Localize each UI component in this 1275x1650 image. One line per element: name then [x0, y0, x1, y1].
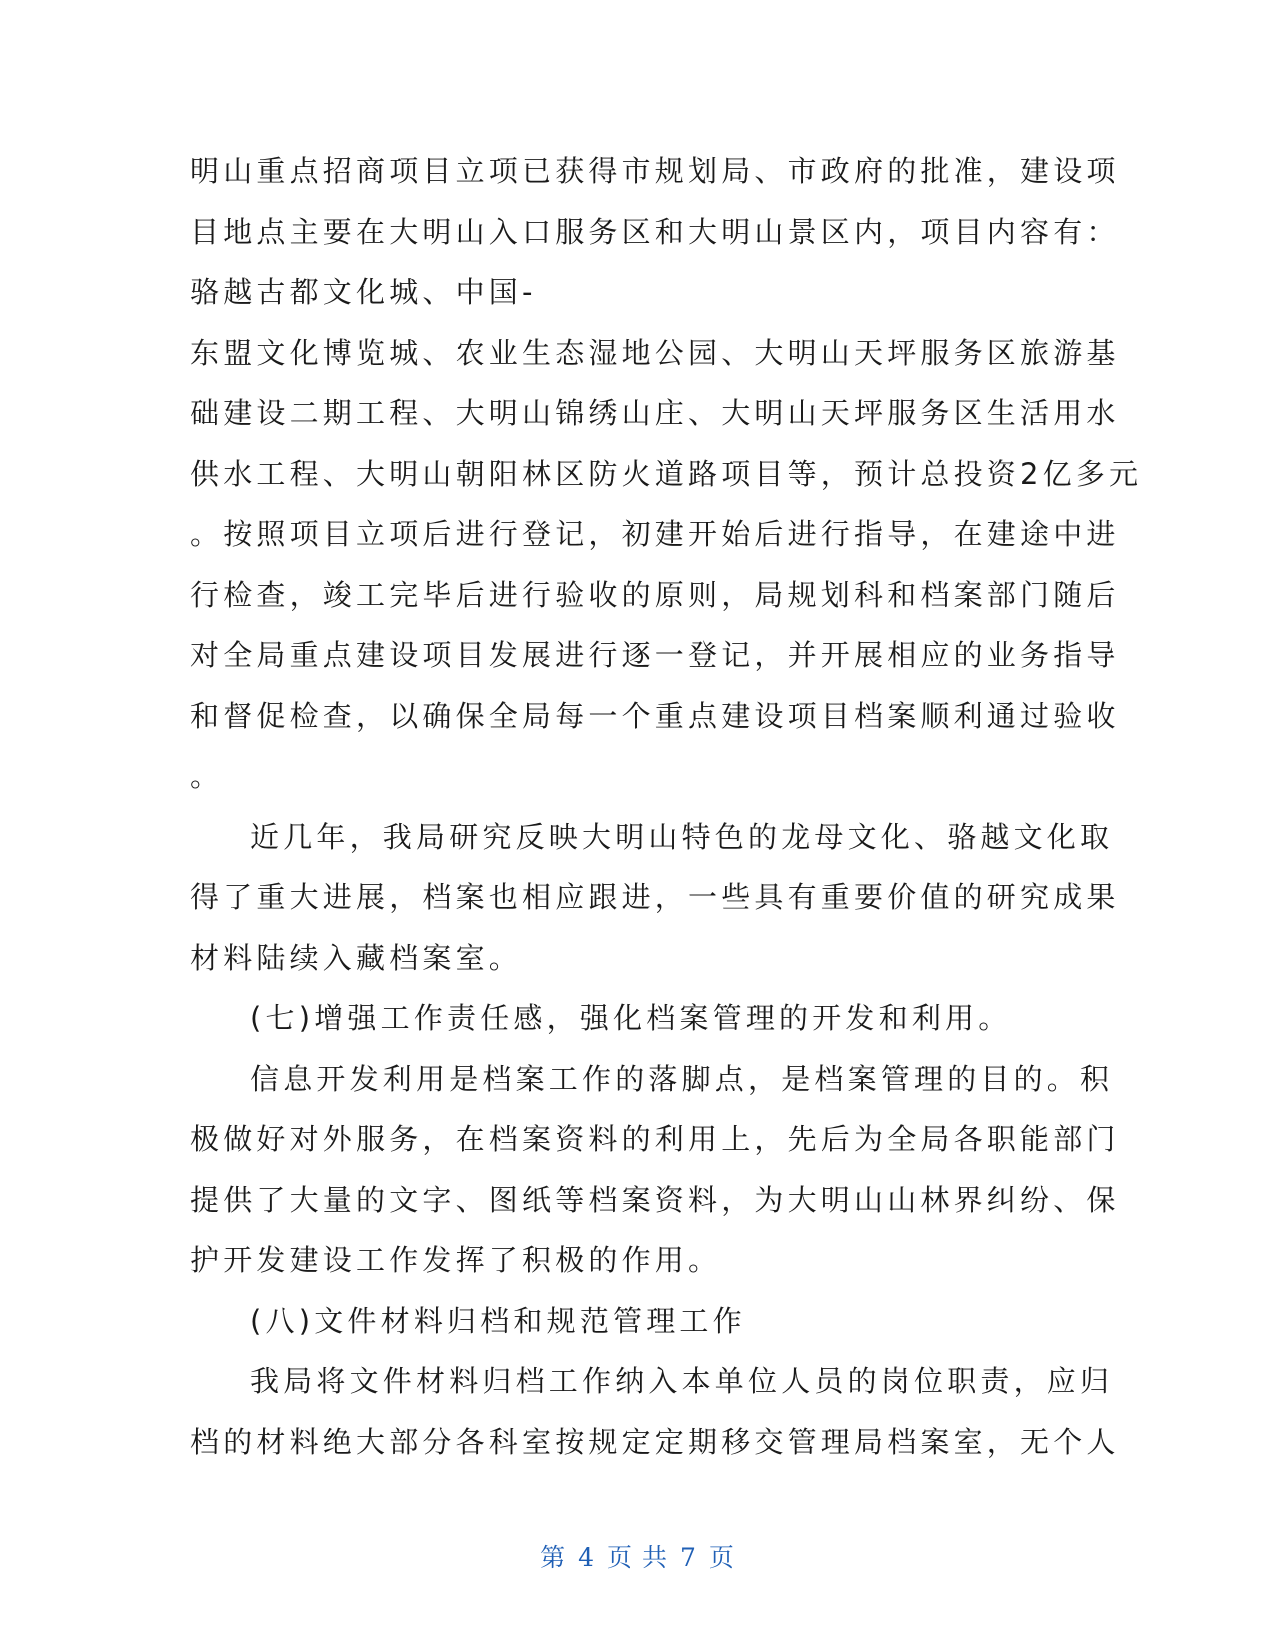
- text-line: 对全局重点建设项目发展进行逐一登记，并开展相应的业务指导: [190, 638, 1120, 672]
- text-line: 目地点主要在大明山入口服务区和大明山景区内，项目内容有：: [190, 214, 1120, 249]
- footer-total-pages: 7: [679, 1543, 697, 1572]
- footer-suffix: 页: [708, 1543, 735, 1572]
- page-number-footer: [0, 1538, 1275, 1574]
- text-line: 明山重点招商项目立项已获得市规划局、市政府的批准，建设项: [190, 154, 1120, 188]
- text-line: 提供了大量的文字、图纸等档案资料，为大明山山林界纠纷、保: [190, 1182, 1120, 1217]
- text-line: 。: [190, 759, 224, 793]
- footer-prefix: 第: [540, 1543, 567, 1572]
- text-line: 行检查，竣工完毕后进行验收的原则，局规划科和档案部门随后: [190, 577, 1120, 612]
- text-line: 骆越古都文化城、中国-: [190, 275, 537, 309]
- body-text: [190, 141, 1143, 1472]
- text-line: 得了重大进展，档案也相应跟进，一些具有重要价值的研究成果: [190, 880, 1120, 914]
- paragraph-start-line: 近几年，我局研究反映大明山特色的龙母文化、骆越文化取: [250, 819, 1114, 854]
- section-heading-7: (七)增强工作责任感，强化档案管理的开发和利用。: [250, 1001, 1012, 1035]
- text-line: 护开发建设工作发挥了积极的作用。: [190, 1243, 722, 1277]
- text-line: 。按照项目立项后进行登记，初建开始后进行指导，在建途中进: [190, 517, 1120, 551]
- text-line: 供水工程、大明山朝阳林区防火道路项目等，预计总投资2亿多元: [190, 456, 1143, 491]
- text-line: 东盟文化博览城、农业生态湿地公园、大明山天坪服务区旅游基: [190, 335, 1120, 370]
- footer-middle: 页 共: [607, 1543, 668, 1572]
- text-line: 档的材料绝大部分各科室按规定定期移交管理局档案室，无个人: [190, 1424, 1120, 1459]
- footer-current-page: 4: [578, 1543, 596, 1572]
- text-line: 和督促检查，以确保全局每一个重点建设项目档案顺利通过验收: [190, 698, 1120, 733]
- paragraph-start-line: 信息开发利用是档案工作的落脚点，是档案管理的目的。积: [250, 1061, 1114, 1096]
- text-line: 极做好对外服务，在档案资料的利用上，先后为全局各职能部门: [190, 1122, 1120, 1156]
- text-line: 材料陆续入藏档案室。: [190, 940, 523, 975]
- text-line: 础建设二期工程、大明山锦绣山庄、大明山天坪服务区生活用水: [190, 396, 1120, 430]
- section-heading-8: (八)文件材料归档和规范管理工作: [250, 1303, 746, 1338]
- paragraph-start-line: 我局将文件材料归档工作纳入本单位人员的岗位职责，应归: [250, 1364, 1114, 1398]
